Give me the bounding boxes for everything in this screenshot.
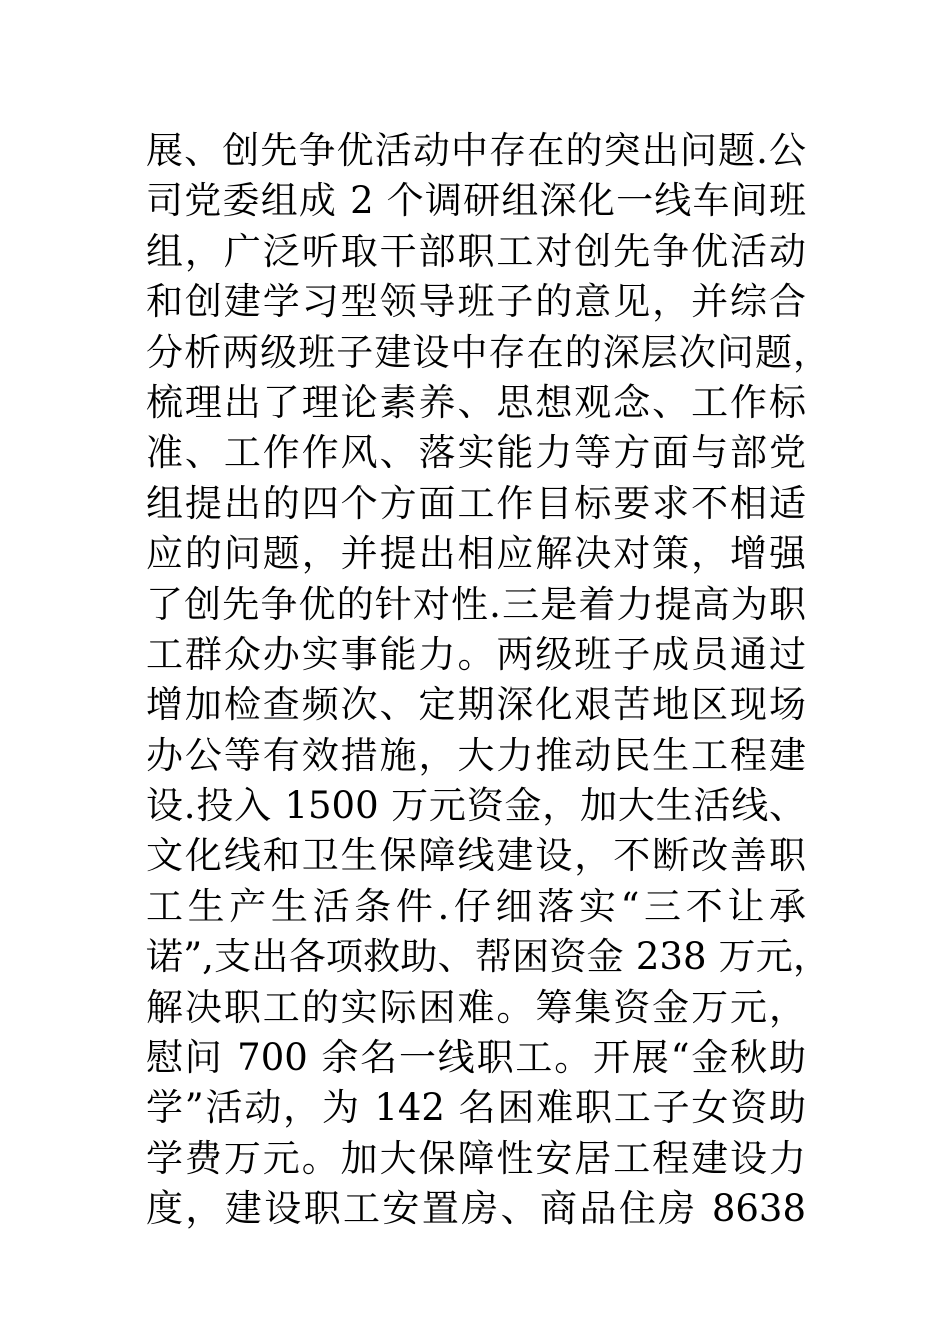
text-line: 工群众办实事能力。两级班子成员通过 <box>146 632 806 676</box>
text-line: 组提出的四个方面工作目标要求不相适 <box>146 481 806 525</box>
text-line: 解决职工的实际困难。筹集资金万元， <box>146 985 806 1029</box>
text-line: 应的问题，并提出相应解决对策，增强 <box>146 532 806 576</box>
text-line: 组，广泛听取干部职工对创先争优活动 <box>146 229 806 273</box>
text-line: 展、创先争优活动中存在的突出问题.公 <box>146 129 806 172</box>
text-line: 设.投入 1500 万元资金，加大生活线、 <box>146 784 806 828</box>
text-line: 工生产生活条件.仔细落实“三不让承 <box>146 884 806 928</box>
text-line: 度，建设职工安置房、商品住房 8638 <box>146 1187 806 1231</box>
text-line: 梳理出了理论素养、思想观念、工作标 <box>146 380 806 424</box>
text-line: 了创先争优的针对性.三是着力提高为职 <box>146 582 806 626</box>
text-line: 慰问 700 余名一线职工。开展“金秋助 <box>146 1036 806 1080</box>
text-line: 学费万元。加大保障性安居工程建设力 <box>146 1136 806 1180</box>
text-line: 分析两级班子建设中存在的深层次问题， <box>146 330 830 374</box>
text-line: 办公等有效措施，大力推动民生工程建 <box>146 733 806 777</box>
text-line: 学”活动，为 142 名困难职工子女资助 <box>146 1086 806 1130</box>
text-line: 司党委组成 2 个调研组深化一线车间班 <box>146 179 806 223</box>
body-paragraph <box>146 126 846 1235</box>
text-line: 诺”,支出各项救助、帮困资金 238 万元， <box>146 935 830 979</box>
text-line: 和创建学习型领导班子的意见，并综合 <box>146 280 806 324</box>
text-line: 增加检查频次、定期深化艰苦地区现场 <box>146 683 806 727</box>
text-line: 文化线和卫生保障线建设，不断改善职 <box>146 834 806 878</box>
text-line: 准、工作作风、落实能力等方面与部党 <box>146 431 806 475</box>
